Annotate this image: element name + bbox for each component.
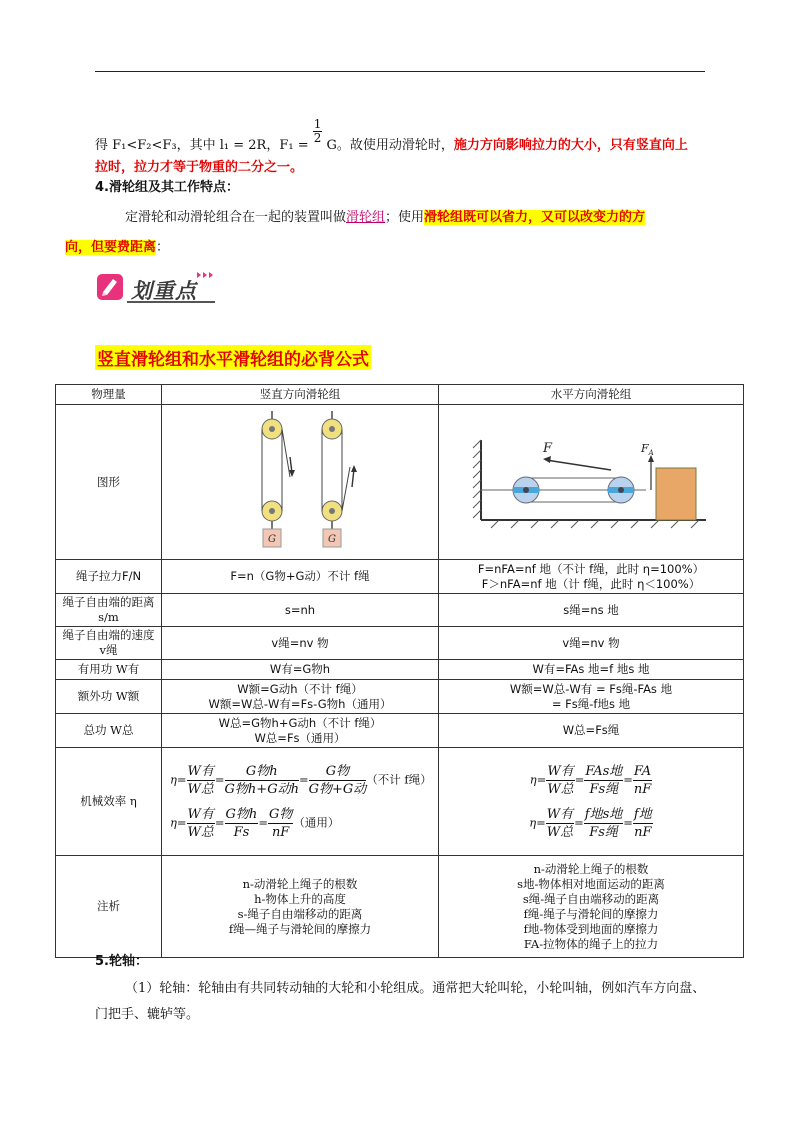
table-header-row — [56, 385, 744, 405]
horizontal-speed: v绳=nv 物 — [439, 627, 744, 660]
horizontal-distance: s绳=ns 地 — [439, 594, 744, 627]
key-point-label: 划重点 — [131, 279, 197, 303]
col-header-quantity: 物理量 — [56, 385, 162, 405]
row-label-efficiency: 机械效率 η — [56, 748, 162, 856]
vertical-pulley-figure — [162, 405, 439, 560]
col-header-horizontal: 水平方向滑轮组 — [439, 385, 744, 405]
header-rule — [95, 71, 705, 72]
horizontal-extra-work-2: = Fs绳-f地s 地 — [551, 696, 631, 711]
row-label-speed: 绳子自由端的速度 v绳 — [56, 627, 162, 660]
intro-red-1: 施力方向影响拉力的大小，只有竖直向上 — [453, 138, 688, 153]
intro-text-a: 得 F₁<F₂<F₃，其中 l₁ = 2R，F₁ = — [95, 138, 313, 153]
horizontal-pulley-figure — [439, 405, 744, 560]
horizontal-force-2: F＞nFA=nf 地（计 f绳，此时 η＜100%） — [481, 576, 701, 591]
table-row — [56, 856, 744, 958]
vertical-efficiency: η= $\frac{\text{W有}}{\text{W总}}$ = $\frac{\text{G物h}}{\text{G物h+G动h}}$ = $\frac{\text{G物}}{\text{G物+G动}}$ （不计 f绳） η= $\frac{\text{W有}}{\text{W总}}$ = $\frac{\text{G物h}}{Fs}$ = $\frac{\text{G物}}{nF}$ （通用） — [162, 748, 439, 856]
vertical-total-work — [162, 714, 439, 748]
vertical-extra-work-2: W额=W总-W有=Fs-G物h（通用） — [208, 696, 392, 711]
intro-text-b: G。故使用动滑轮时， — [322, 138, 454, 153]
row-label-figure: 图形 — [56, 405, 162, 560]
section4-highlight-a: 滑轮组既可以省力，又可以改变力的方 — [424, 210, 646, 225]
vertical-distance: s=nh — [162, 594, 439, 627]
table-row — [56, 680, 744, 714]
horizontal-extra-work — [439, 680, 744, 714]
intro-paragraph — [95, 104, 707, 180]
col-header-vertical: 竖直方向滑轮组 — [162, 385, 439, 405]
weight-label-left: G — [268, 534, 276, 545]
section4-text-b: ；使用 — [385, 210, 425, 225]
table-row — [56, 660, 744, 680]
table-row — [56, 560, 744, 594]
pulley-block-term: 滑轮组 — [346, 210, 386, 225]
horizontal-efficiency: η= $\frac{\text{W有}}{\text{W总}}$ = $\frac{\text{FAs地}}{\text{Fs绳}}$ = $\frac{FA}{nF}$ η= $\frac{\text{W有}}{\text{W总}}$ = $\frac{\text{f地s地}}{\text{Fs绳}}$ = $\frac{\text{f地}}{nF}$ — [439, 748, 744, 856]
vertical-note-item: f绳—绳子与滑轮间的摩擦力 — [228, 921, 372, 936]
table-row — [56, 405, 744, 560]
weight-label-right: G — [328, 534, 336, 545]
row-label-extra-work: 额外功 W额 — [56, 680, 162, 714]
vertical-speed: v绳=nv 物 — [162, 627, 439, 660]
section4-end: ： — [156, 240, 170, 255]
horizontal-note-item: n-动滑轮上绳子的根数 — [533, 861, 649, 876]
vertical-extra-work-1: W额=G动h（不计 f绳） — [237, 681, 363, 696]
horizontal-force-1: F=nFA=nf 地（不计 f绳，此时 η=100%） — [477, 561, 705, 576]
vertical-note-item: s-绳子自由端移动的距离 — [237, 906, 363, 921]
intro-red-2: 拉时，拉力才等于物重的二分之一。 — [95, 160, 304, 175]
horizontal-useful-work: W有=FAs 地=f 地s 地 — [439, 660, 744, 680]
horizontal-total-work: W总=Fs绳 — [439, 714, 744, 748]
table-row — [56, 627, 744, 660]
horizontal-note-item: f地-物体受到地面的摩擦力 — [523, 921, 659, 936]
horizontal-note-item: FA-拉物体的绳子上的拉力 — [523, 936, 659, 951]
horizontal-notes — [439, 856, 744, 958]
section4-paragraph — [65, 203, 707, 263]
row-label-force: 绳子拉力F/N — [56, 560, 162, 594]
table-row — [56, 748, 744, 856]
force-FA-label: $F_A$ — [641, 442, 654, 457]
section4-text-a: 定滑轮和动滑轮组合在一起的装置叫做 — [125, 210, 347, 225]
horizontal-note-item: f绳-绳子与滑轮间的摩擦力 — [523, 906, 659, 921]
section5-heading: 5.轮轴： — [95, 954, 148, 969]
vertical-force: F=n（G物+G动）不计 f绳 — [162, 560, 439, 594]
row-label-total-work: 总功 W总 — [56, 714, 162, 748]
vertical-total-work-2: W总=Fs（通用） — [254, 730, 346, 745]
vertical-extra-work — [162, 680, 439, 714]
formula-table — [55, 384, 744, 958]
section5-paragraph: （1）轮轴：轮轴由有共同转动轴的大轮和小轮组成。通常把大轮叫轮，小轮叫轴，例如汽车方向盘、门把手、辘轳等。 — [95, 981, 706, 1022]
formula-title: 竖直滑轮组和水平滑轮组的必背公式 — [95, 345, 371, 370]
key-point-badge — [95, 270, 220, 306]
vertical-note-item: n-动滑轮上绳子的根数 — [242, 876, 358, 891]
section4-highlight-b: 向，但要费距离 — [65, 240, 157, 255]
table-row — [56, 714, 744, 748]
row-label-distance: 绳子自由端的距离 s/m — [56, 594, 162, 627]
horizontal-note-item: s地-物体相对地面运动的距离 — [517, 876, 665, 891]
horizontal-extra-work-1: W额=W总-W有 = Fs绳-FAs 地 — [509, 681, 673, 696]
vertical-total-work-1: W总=G物h+G动h（不计 f绳） — [218, 715, 382, 730]
table-row — [56, 594, 744, 627]
horizontal-note-item: s绳-绳子自由端移动的距离 — [522, 891, 660, 906]
row-label-useful-work: 有用功 W有 — [56, 660, 162, 680]
vertical-useful-work: W有=G物h — [162, 660, 439, 680]
section4-heading: 4.滑轮组及其工作特点： — [95, 180, 239, 195]
horizontal-force — [439, 560, 744, 594]
vertical-note-item: h-物体上升的高度 — [254, 891, 346, 906]
row-label-notes: 注析 — [56, 856, 162, 958]
one-half-fraction: $\frac{1}{2}$ — [313, 117, 322, 145]
vertical-notes — [162, 856, 439, 958]
force-F-label: F — [543, 441, 553, 456]
